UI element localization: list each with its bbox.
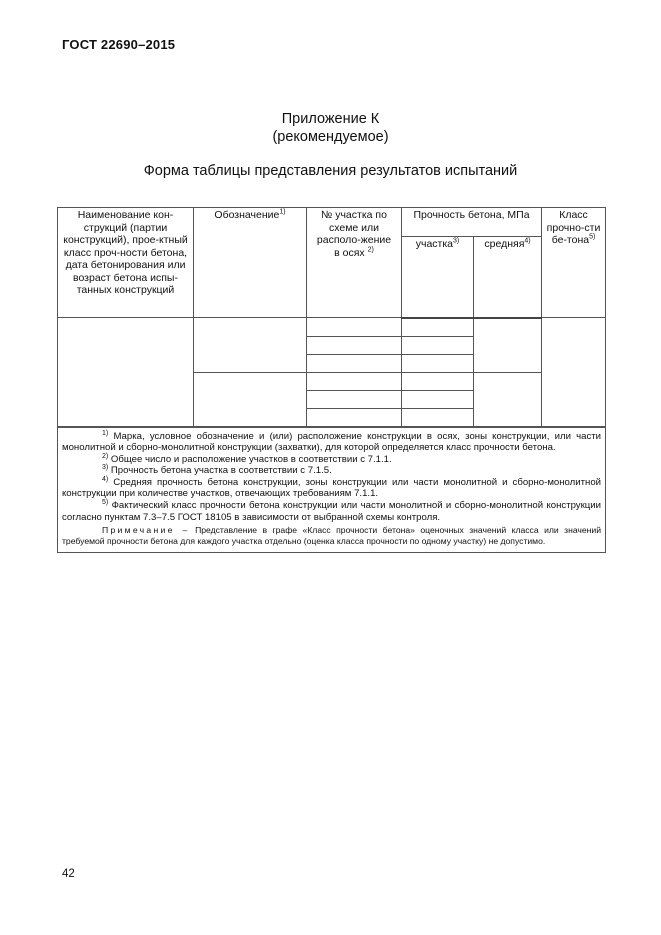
table-cell — [307, 390, 402, 408]
table-cell — [307, 318, 402, 337]
header-cell-strength-mean — [474, 237, 542, 318]
results-table — [57, 207, 606, 553]
table-cell — [474, 318, 542, 373]
footnote-5-mark: 5) — [102, 498, 109, 506]
table-cell — [402, 408, 474, 427]
table-cell — [402, 372, 474, 390]
header-row — [58, 208, 606, 237]
table-cell — [194, 372, 307, 427]
footnote-4-mark: 4) — [102, 475, 109, 483]
table-cell — [402, 354, 474, 372]
section-label: № участка по схеме или располо-жение — [316, 209, 392, 246]
footnote-5 — [62, 500, 601, 523]
designation-note-mark: 1) — [279, 208, 286, 216]
header-cell-designation — [194, 208, 307, 318]
table-cell — [307, 408, 402, 427]
strength-section-note-mark: 3) — [453, 237, 460, 245]
footnote-1-mark: 1) — [102, 429, 109, 437]
table-cell — [307, 372, 402, 390]
page-number: 42 — [62, 868, 75, 880]
table-cell — [542, 318, 606, 427]
footnote-1 — [62, 431, 601, 454]
remark — [62, 525, 601, 546]
table-cell — [307, 336, 402, 354]
footnote-2-text: Общее число и расположение участков в соответствии с 7.1.1. — [110, 453, 392, 465]
document-code: ГОСТ 22690–2015 — [62, 37, 176, 52]
header-cell-strength-section — [402, 237, 474, 318]
strength-mean-note-mark: 4) — [524, 237, 531, 245]
form-title: Форма таблицы представления результатов испытаний — [143, 163, 518, 179]
appendix-title: Приложение К — [281, 111, 380, 127]
footnote-3-mark: 3) — [102, 464, 109, 472]
table-cell — [402, 390, 474, 408]
appendix-heading — [0, 110, 661, 146]
footnote-3 — [62, 465, 601, 477]
header-cell-section — [307, 208, 402, 318]
remark-lead: Примечание – — [102, 525, 190, 536]
table-cell — [58, 318, 194, 427]
class-label: Класс прочно-сти бе-тона — [546, 209, 601, 246]
header-cell-name: Наименование кон-струкций (партии конструкций), прое-ктный класс проч-ности бетона, дата бетонирования или возраст бетона испы-танных конструкций — [58, 208, 194, 318]
strength-section-label: участка — [415, 238, 454, 250]
section-label-axes: в осях — [334, 246, 365, 259]
class-note-mark: 5) — [589, 233, 596, 241]
header-cell-strength: Прочность бетона, МПа — [402, 208, 542, 237]
footnote-4 — [62, 477, 601, 500]
table-cell — [194, 318, 307, 373]
footnote-4-text: Средняя прочность бетона конструкции, зоны конструкции или части монолитной и сборно-монолитной конструкции при количестве участков, отвечающих требованиям 7.1.1. — [62, 476, 602, 500]
footnote-2 — [62, 454, 601, 466]
table-cell — [402, 336, 474, 354]
table-cell — [474, 372, 542, 427]
footnote-2-mark: 2) — [102, 452, 109, 460]
table-cell — [402, 318, 474, 337]
notes-cell — [58, 427, 606, 553]
strength-mean-label: средняя — [484, 238, 525, 250]
footnote-5-text: Фактический класс прочности бетона конструкции или части монолитной и сборно-монолитной конструкции согласно пунктам 7.3–7.5 ГОСТ 18105 в зависимости от выбранной схемы контроля. — [62, 500, 602, 523]
table-cell — [307, 354, 402, 372]
table-row — [58, 318, 606, 337]
footnote-3-text: Прочность бетона участка в соответствии с 7.1.5. — [110, 465, 332, 477]
section-note-mark: 2) — [367, 246, 374, 253]
header-cell-class — [542, 208, 606, 318]
footnote-1-text: Марка, условное обозначение и (или) расположение конструкции в осях, зоны конструкции, или части монолитной и сборно-монолитной конструкции (захватки), для которой определяется класс прочности бетона. — [62, 430, 602, 454]
notes-row — [58, 427, 606, 553]
appendix-status: (рекомендуемое) — [272, 129, 389, 145]
remark-text: Представление в графе «Класс прочности бетона» оценочных значений класса или значений требуемой прочности бетона для каждого участка отдельно (оценка класса прочности по одному участку) не допустимо. — [62, 525, 602, 546]
designation-label: Обозначение — [214, 209, 280, 221]
